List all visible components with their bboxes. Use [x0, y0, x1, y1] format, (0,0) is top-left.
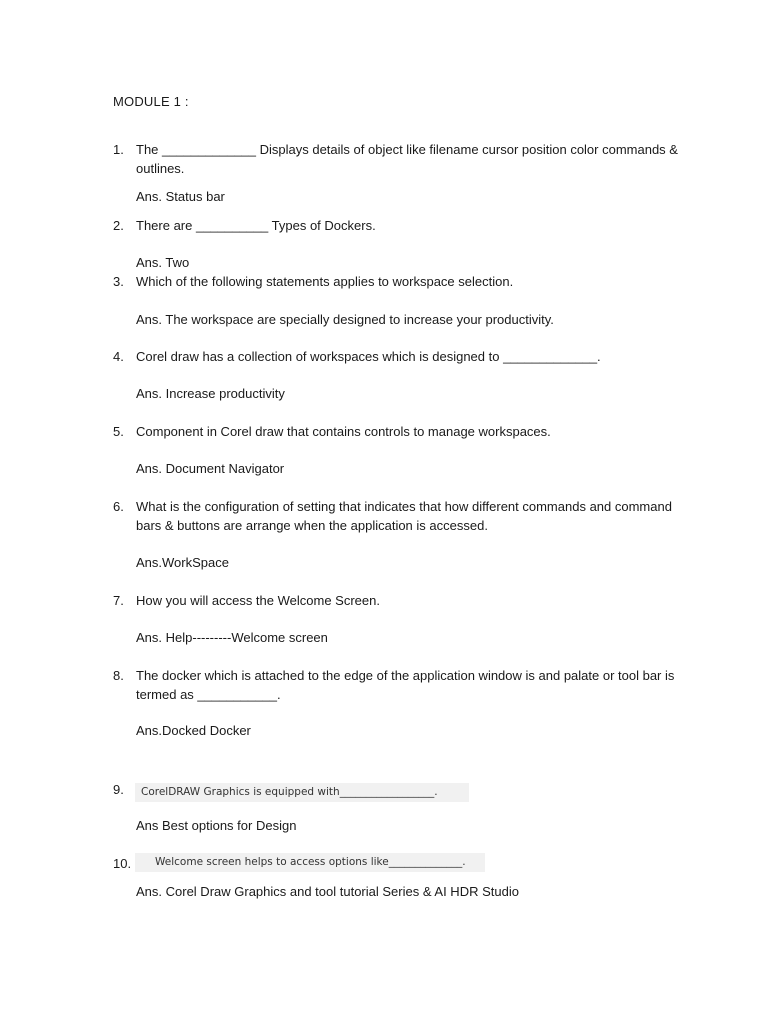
answer-6: Ans.WorkSpace [136, 555, 229, 570]
question-number: 8. [113, 668, 124, 683]
question-text: How you will access the Welcome Screen. [136, 593, 380, 608]
question-text: What is the configuration of setting that indicates that how different commands and command bars & buttons are arrange when the application is accessed. [136, 499, 672, 533]
question-6 [113, 498, 683, 535]
question-10-image-text: Welcome screen helps to access options like______________. [135, 853, 485, 872]
question-number: 10. [113, 856, 132, 871]
question-3 [113, 273, 683, 292]
question-2 [113, 217, 683, 236]
question-text: The _____________ Displays details of object like filename cursor position color commands & outlines. [136, 142, 678, 176]
question-8 [113, 667, 683, 704]
answer-3: Ans. The workspace are specially designed to increase your productivity. [136, 312, 554, 327]
question-number: 9. [113, 782, 124, 797]
answer-1: Ans. Status bar [136, 189, 225, 204]
answer-9: Ans Best options for Design [136, 818, 297, 833]
question-number: 6. [113, 499, 124, 514]
question-text: Corel draw has a collection of workspaces which is designed to _____________. [136, 349, 601, 364]
question-text: Component in Corel draw that contains controls to manage workspaces. [136, 424, 551, 439]
question-number: 7. [113, 593, 124, 608]
question-text: The docker which is attached to the edge of the application window is and palate or tool bar is termed as ___________. [136, 668, 675, 702]
question-number: 4. [113, 349, 124, 364]
answer-4: Ans. Increase productivity [136, 386, 285, 401]
answer-5: Ans. Document Navigator [136, 461, 285, 476]
question-text: There are __________ Types of Dockers. [136, 218, 376, 233]
answer-8: Ans.Docked Docker [136, 723, 251, 738]
question-4 [113, 348, 683, 367]
question-text: Which of the following statements applies to workspace selection. [136, 274, 514, 289]
question-number: 2. [113, 218, 124, 233]
module-heading: MODULE 1 : [113, 94, 189, 109]
answer-2: Ans. Two [136, 255, 190, 270]
question-number: 5. [113, 424, 124, 439]
question-number: 3. [113, 274, 124, 289]
question-5 [113, 423, 683, 442]
question-1 [113, 141, 683, 178]
answer-7: Ans. Help---------Welcome screen [136, 630, 328, 645]
question-9-image-text: CorelDRAW Graphics is equipped with__________________. [135, 783, 469, 802]
question-number: 1. [113, 142, 124, 157]
question-7 [113, 592, 683, 611]
answer-10: Ans. Corel Draw Graphics and tool tutorial Series & AI HDR Studio [136, 884, 519, 899]
